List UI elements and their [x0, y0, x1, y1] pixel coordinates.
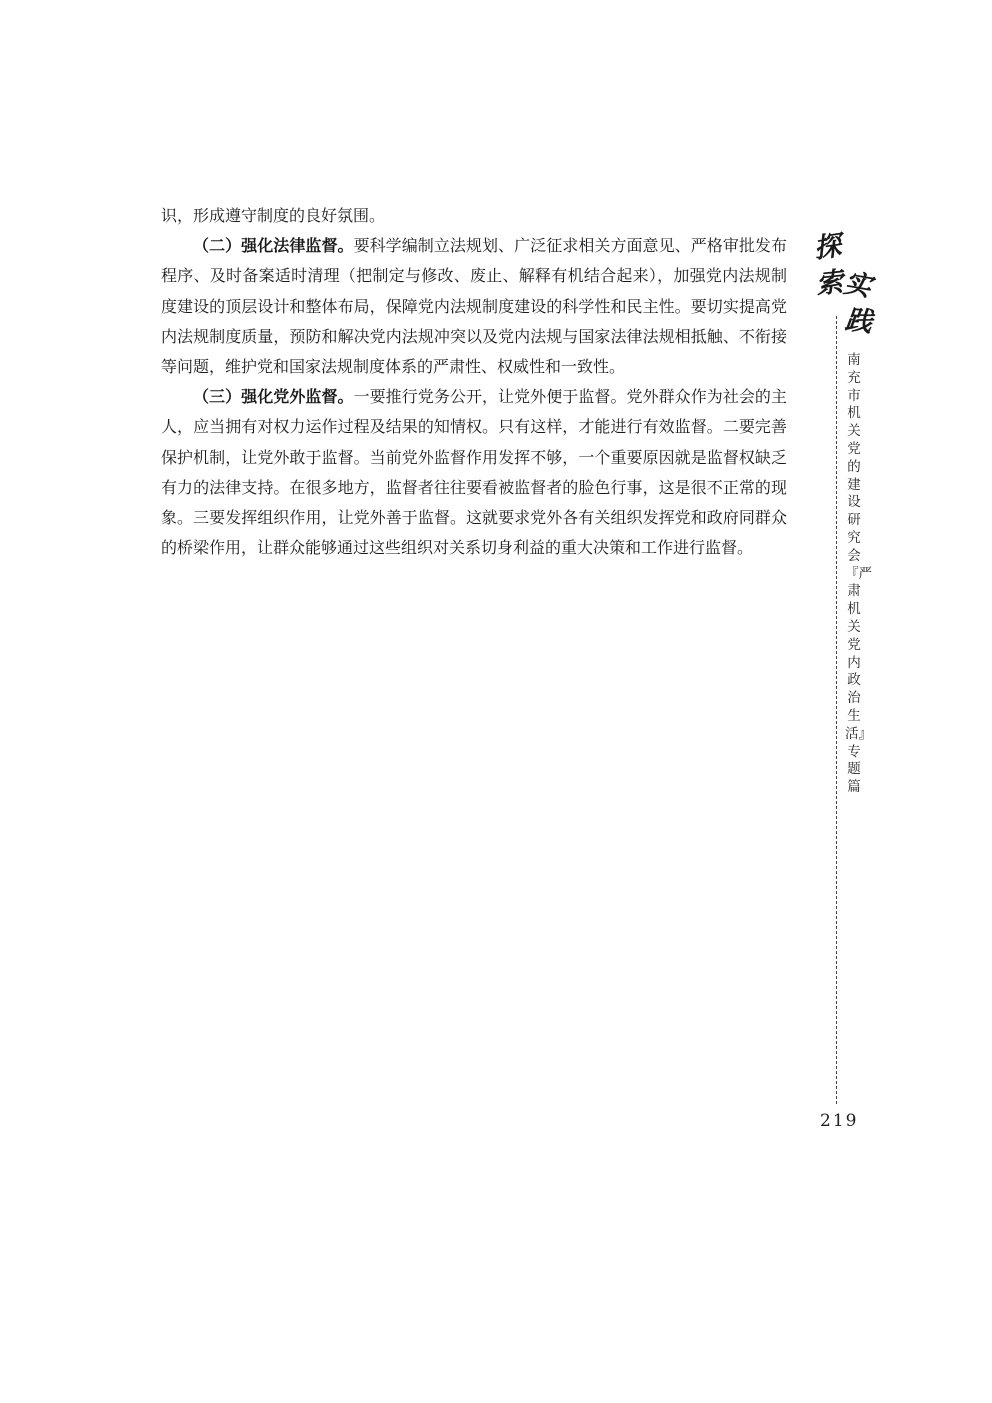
running-title-char: 探	[811, 230, 844, 265]
running-title	[812, 232, 876, 342]
paragraph-text-external-supervision: 一要推行党务公开，让党外便于监督。党外群众作为社会的主人，应当拥有对权力运作过程及结果的知情权。只有这样，才能进行有效监督。二要完善保护机制，让党外敢于监督。当前党外监督作用发挥不够，一个重要原因就是监督权缺乏有力的法律支持。在很多地方，监督者往往要看被监督者的脸色行事，这是很不正常的现象。三要发挥组织作用，让党外善于监督。这就要求党外各有关组织发挥党和政府同群众的桥梁作用，让群众能够通过这些组织对关系切身利益的重大决策和工作进行监督。	[161, 387, 787, 558]
paragraph-text-legal-supervision: 要科学编制立法规划、广泛征求相关方面意见、严格审批发布程序、及时备案适时清理（把制定与修改、废止、解释有机结合起来），加强党内法规制度建设的顶层设计和整体布局，保障党内法规制度建设的科学性和民主性。要切实提高党内法规制度质量，预防和解决党内法规冲突以及党内法规与国家法律法规相抵触、不衔接等问题，维护党和国家法规制度体系的严肃性、权威性和一致性。	[161, 236, 787, 377]
running-title-char: 索	[814, 266, 845, 301]
section-label: 南充市机关党的建设研究会『严肃机关党内政治生活』专题篇	[845, 352, 872, 796]
sidebar-dashed-rule	[836, 316, 837, 1104]
running-title-char: 践	[843, 304, 874, 339]
paragraph-external-supervision	[161, 382, 787, 563]
paragraph-heading-legal-supervision: （二）强化法律监督。	[193, 236, 354, 256]
paragraph-heading-external-supervision: （三）强化党外监督。	[193, 387, 354, 407]
body-text	[161, 201, 787, 563]
paragraph-continuation: 识，形成遵守制度的良好氛围。	[161, 206, 386, 225]
running-title-char: 实	[841, 267, 874, 304]
page-number: 219	[820, 1111, 859, 1131]
paragraph-legal-supervision	[161, 231, 787, 382]
